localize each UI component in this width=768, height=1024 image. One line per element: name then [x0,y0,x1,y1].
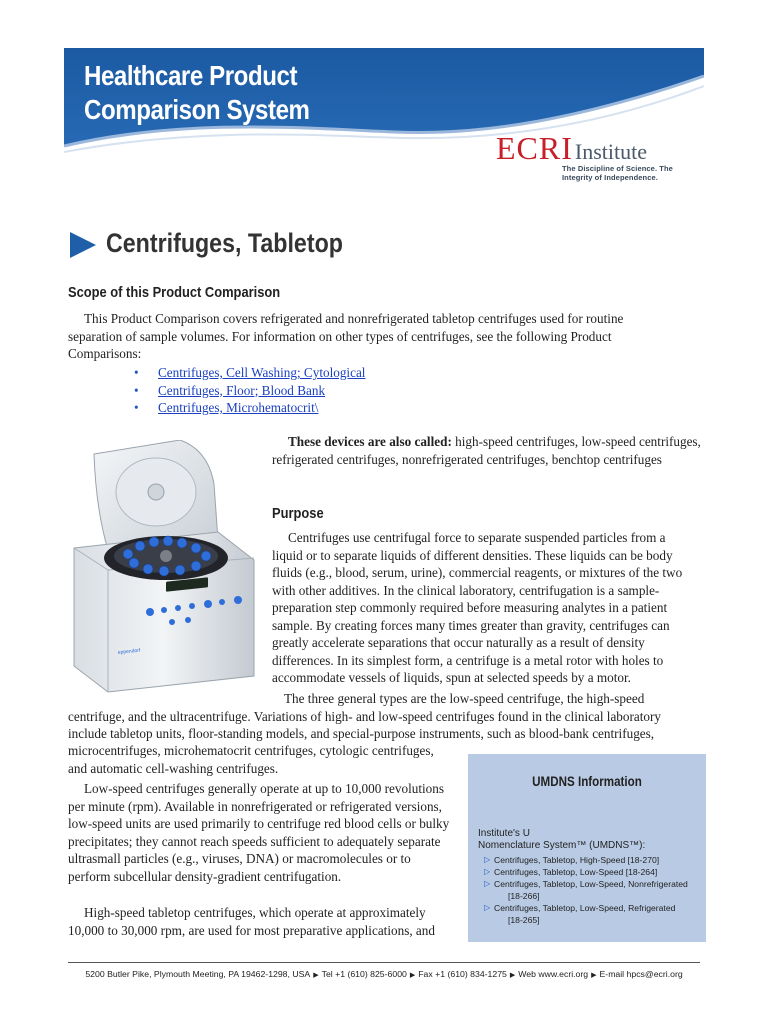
umdns-item-name: Centrifuges, Tabletop, Low-Speed [18-264] [494,867,658,877]
umdns-item-name: Centrifuges, Tabletop, High-Speed [18-270] [494,855,660,865]
purpose-paragraph-1: Centrifuges use centrifugal force to separate suspended particles from a liquid or to separate liquids of different densities. These liquids can be body fluids (e.g., blood, serum, urine), commercial reagents, or mixtures of the two with other additives. In the clinical laboratory, centrifugation is a sample-preparation step commonly required before measuring analytes in a patient sample. By creating forces many times greater than gravity, centrifuges can greatly accelerate separations that occur naturally as a result of density differences. In its simplest form, a centrifuge is a metal rotor with holes to accommodate vessels of liquids, spun at selected speeds by a motor. [272,530,683,685]
low-speed-paragraph: Low-speed centrifuges generally operate at up to 10,000 revolutions per minute (rpm). Available in nonrefrigerated or refrigerated versions, low-speed units are used primarily to centrifuge red blood cells or bulky precipitates; they cannot reach speeds sufficient to adequately separate ultrasmall particles (e.g., viruses, DNA) or macromolecules or to perform subcellular density-gradient centrifugation. [68,781,450,884]
umdns-title: UMDNS Information [532,774,642,789]
triangle-bullet-icon: ▷ [484,867,491,876]
bullet-icon: • [134,365,139,380]
list-item [134,399,365,417]
footer-web[interactable]: Web www.ecri.org [518,969,589,979]
umdns-item-code: [18-265] [508,915,540,925]
footer [68,969,700,979]
logo-tagline: The Discipline of Science. The Integrity of Independence. [562,164,673,182]
umdns-item-code: [18-266] [508,891,540,901]
list-item [134,382,365,400]
umdns-intro-line1: Institute's U [478,828,530,839]
bullet-icon: • [134,400,139,415]
header-banner [64,48,704,182]
also-called-text: high-speed centrifuges, low-speed centrifuges, refrigerated centrifuges, nonrefrigerated centrifuges, benchtop centrifuges [272,434,701,467]
footer-separator-icon: ▶ [409,972,416,979]
footer-email[interactable]: E-mail hpcs@ecri.org [599,969,683,979]
footer-separator-icon: ▶ [591,972,597,979]
triangle-bullet-icon: ▷ [484,855,491,864]
page-title: Centrifuges, Tabletop [106,228,343,258]
list-item [134,364,365,382]
footer-fax: Fax +1 (610) 834-1275 [418,969,507,979]
bullet-icon: • [134,382,139,398]
umdns-item [484,902,708,926]
scope-intro: This Product Comparison covers refrigerated and nonrefrigerated tabletop centrifuges used for routine separation of sample volumes. For information on other types of centrifuges, see the following Product Comparisons: [68,311,624,361]
svg-text:eppendorf: eppendorf [117,647,141,656]
footer-divider [68,962,700,963]
triangle-bullet-icon: ▷ [484,879,491,888]
umdns-info-box [468,754,706,942]
high-speed-paragraph: High-speed tabletop centrifuges, which operate at approximately 10,000 to 30,000 rpm, are used for most preparative applications, and [68,905,435,938]
title-arrow-icon [70,232,96,258]
purpose-heading: Purpose [272,505,324,522]
footer-address: 5200 Butler Pike, Plymouth Meeting, PA 19462-1298, USA [85,969,311,979]
umdns-item-name: Centrifuges, Tabletop, Low-Speed, Nonrefrigerated [494,879,688,889]
footer-tel: Tel +1 (610) 825-6000 [321,969,407,979]
related-comparisons-list [134,364,365,417]
umdns-intro-line2: Nomenclature System™ (UMDNS™): [478,840,646,851]
centrifuge-photo [68,440,260,698]
link-cell-washing[interactable]: Centrifuges, Cell Washing; Cytological [158,365,366,380]
umdns-list [484,854,708,926]
scope-heading: Scope of this Product Comparison [68,284,281,301]
umdns-item [484,866,708,878]
footer-separator-icon: ▶ [509,972,516,979]
banner-title-line2: Comparison System [84,94,310,125]
link-microhematocrit[interactable]: Centrifuges, Microhematocrit\ [158,400,319,415]
also-called-label: These devices are also called: [288,434,452,449]
purpose-paragraph-2-continued: microcentrifuges, microhematocrit centrifuges, cytologic centrifuges, and automatic cell-washing centrifuges. [68,743,434,776]
ecri-logo [496,130,647,167]
banner-title-line1: Healthcare Product [84,60,298,91]
triangle-bullet-icon: ▷ [484,903,491,912]
umdns-item [484,878,708,902]
purpose-paragraph-2: The three general types are the low-speed centrifuge, the high-speed centrifuge, and the ultracentrifuge. Variations of high- and low-speed centrifuges found in the clinical laboratory include tabletop units, floor-standing models, and special-purpose instruments, such as blood-bank centrifuges, [68,691,661,741]
also-called-paragraph [272,433,702,468]
umdns-intro [478,828,645,852]
logo-word: ECRI [496,130,573,166]
logo-suffix: Institute [574,139,647,164]
footer-separator-icon: ▶ [313,972,319,979]
umdns-item-name: Centrifuges, Tabletop, Low-Speed, Refrigerated [494,903,676,913]
umdns-item [484,854,708,866]
link-floor-blood-bank[interactable]: Centrifuges, Floor; Blood Bank [158,382,326,398]
